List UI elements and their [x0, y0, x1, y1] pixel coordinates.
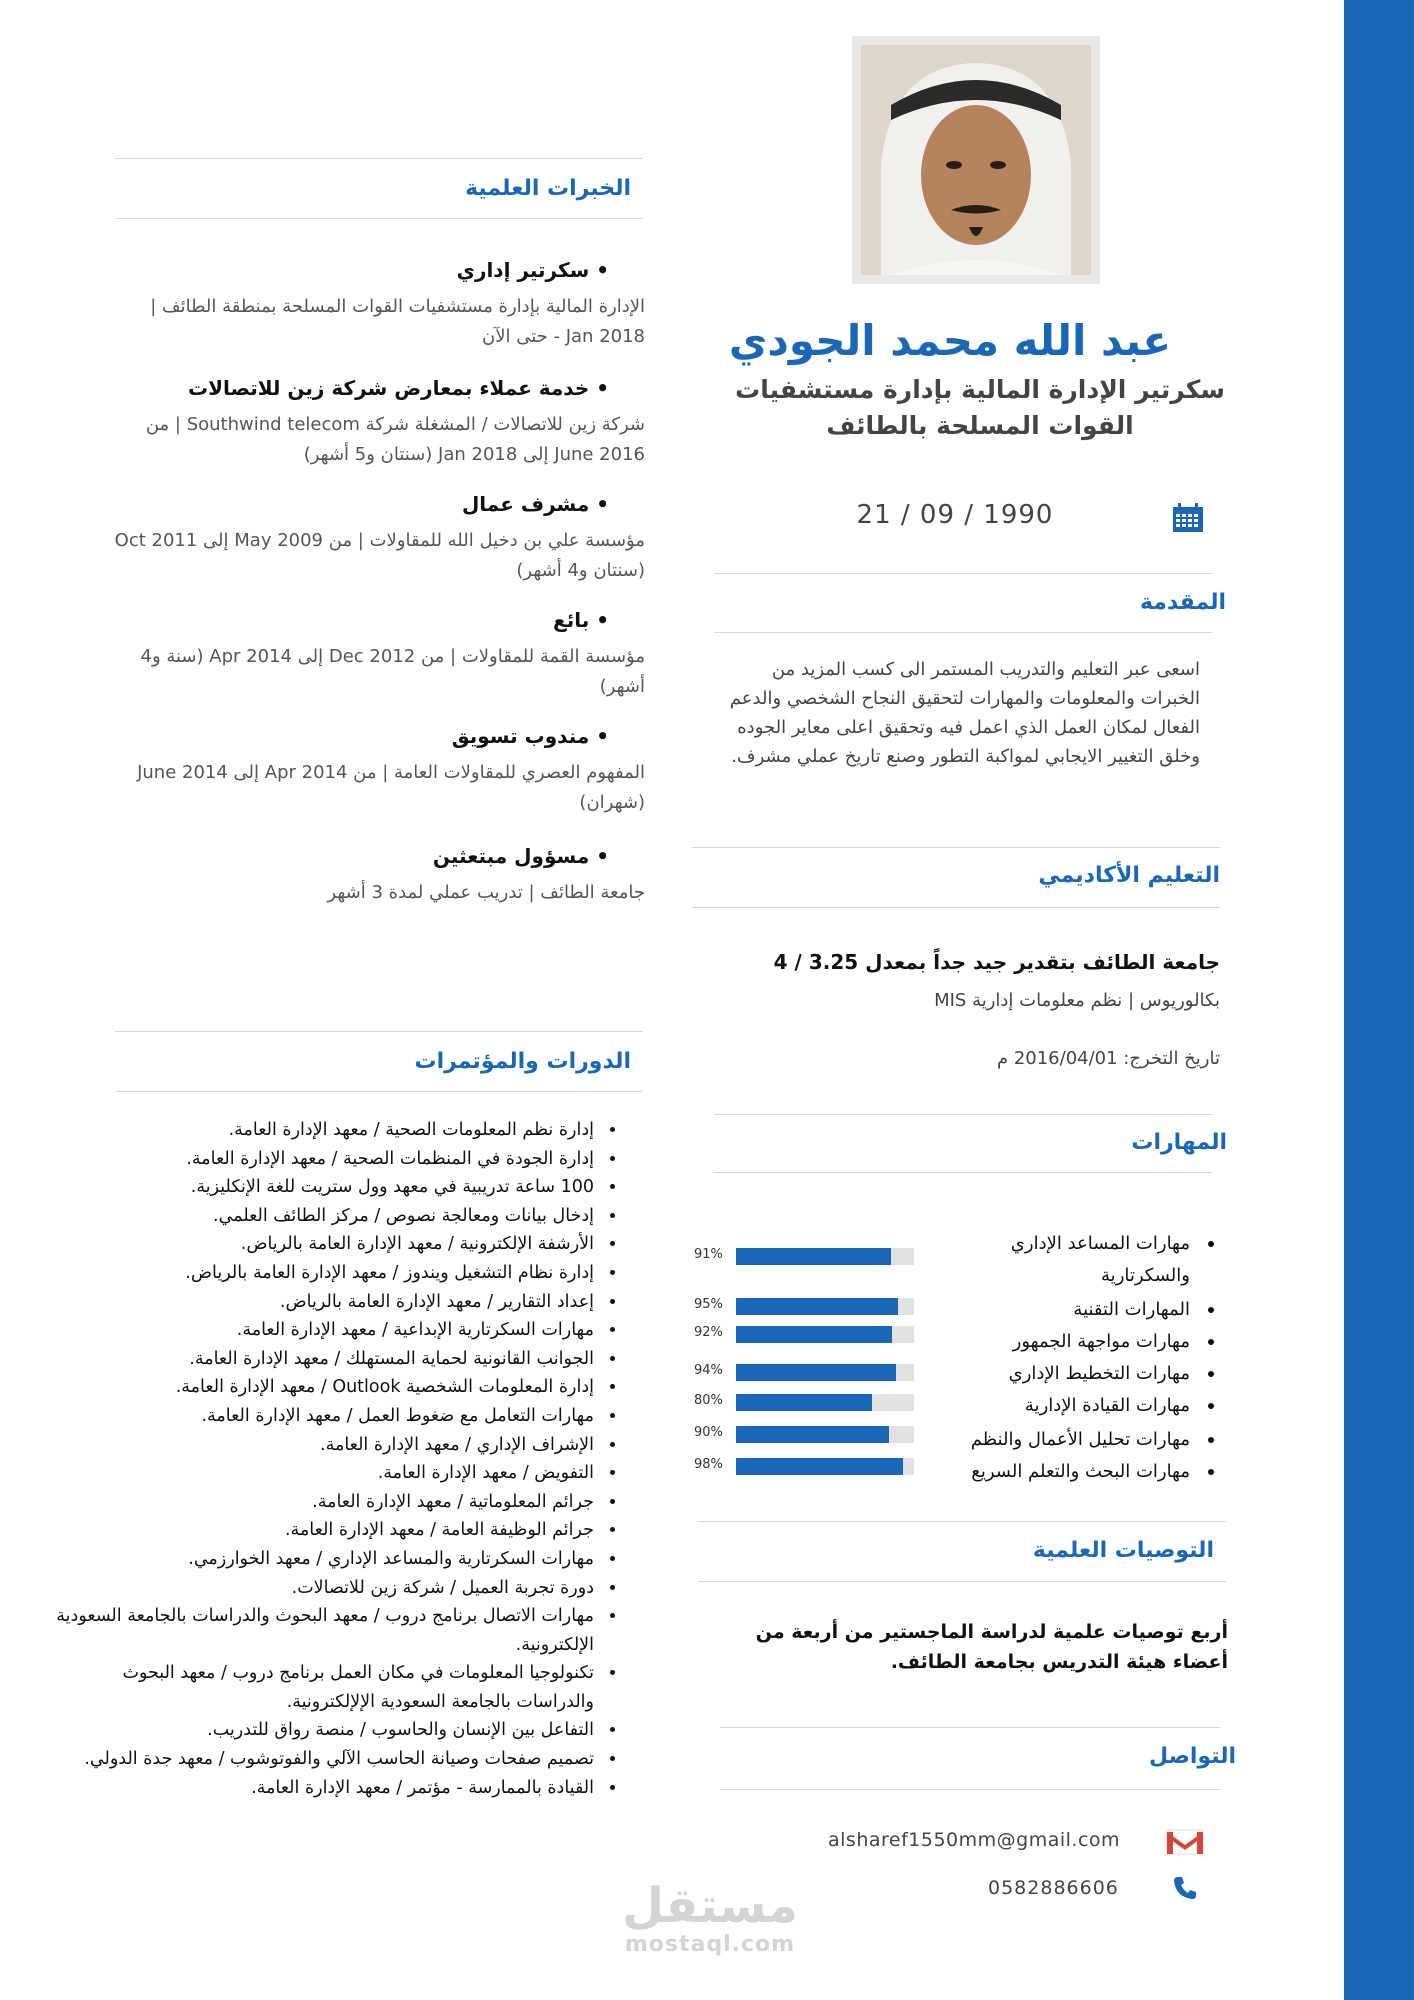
email-link[interactable]: alsharef1550mm@gmail.com: [828, 1829, 1121, 1851]
course-item: • التفويض / معهد الإدارة العامة.: [40, 1459, 598, 1488]
skill-label-text: المهارات التقنية: [1073, 1299, 1190, 1320]
bullet-dot: [1208, 1371, 1214, 1377]
job-entry: [110, 258, 645, 352]
divider: [698, 1581, 1226, 1582]
divider: [115, 158, 643, 159]
recommendations-text: أربع توصيات علمية لدراسة الماجستير من أربعة من أعضاء هيئة التدريس بجامعة الطائف.: [755, 1621, 1228, 1673]
bullet-dot: [1208, 1469, 1214, 1475]
course-item: • الإشراف الإداري / معهد الإدارة العامة.: [40, 1431, 598, 1460]
divider: [720, 1727, 1220, 1728]
divider: [714, 1114, 1212, 1115]
skill-label: [880, 1228, 1190, 1292]
skill-percent-label: 98%: [694, 1457, 723, 1472]
phone-icon: [1172, 1875, 1198, 1905]
person-name: عبد الله محمد الجودي: [728, 316, 1172, 365]
phone-link[interactable]: 0582886606: [988, 1877, 1119, 1899]
course-item: • التفاعل بين الإنسان والحاسوب / منصة رواق للتدريب.: [40, 1716, 598, 1745]
skill-label-text: مهارات القيادة الإدارية: [1024, 1395, 1190, 1416]
job-title: • سكرتير إداري: [456, 258, 609, 282]
skill-label: [880, 1358, 1190, 1390]
job-entry: [110, 376, 645, 470]
job-detail: شركة زين للاتصالات / المشغلة شركة Southwind telecom | من June 2016 إلى Jan 2018 (سنتان و5 أشهر): [145, 414, 645, 465]
bullet-dot: [1208, 1307, 1214, 1313]
course-item: • إعداد التقارير / معهد الإدارة العامة بالرياض.: [40, 1288, 598, 1317]
divider: [714, 1172, 1212, 1173]
skill-bar-track: [736, 1458, 914, 1475]
job-title: • بائع: [553, 608, 609, 632]
job-title: • مشرف عمال: [461, 492, 609, 516]
divider: [720, 1789, 1220, 1790]
intro-heading: المقدمة: [1139, 590, 1226, 615]
job-entry: [110, 608, 645, 702]
recommendations-heading: التوصيات العلمية: [1032, 1538, 1214, 1563]
skill-bar-track: [736, 1326, 914, 1343]
course-item: • القيادة بالممارسة - مؤتمر / معهد الإدارة العامة.: [40, 1774, 598, 1803]
course-item: • مهارات الاتصال برنامج دروب / معهد البحوث والدراسات بالجامعة السعودية الإلكترونية.: [40, 1602, 598, 1659]
bullet-dot: [1208, 1339, 1214, 1345]
divider: [698, 1521, 1226, 1522]
skill-percent-label: 92%: [694, 1325, 723, 1340]
courses-heading: الدورات والمؤتمرات: [414, 1049, 631, 1074]
course-item: • تكنولوجيا المعلومات في مكان العمل برنامج دروب / معهد البحوث والدراسات بالجامعة السعودية الإلإلكترونية.: [40, 1659, 598, 1716]
job-detail: المفهوم العصري للمقاولات العامة | من Apr 2014 إلى June 2014 (شهران): [137, 762, 645, 813]
skill-percent-label: 95%: [694, 1297, 723, 1312]
course-item: • إدارة الجودة في المنظمات الصحية / معهد الإدارة العامة.: [40, 1145, 598, 1174]
avatar: [861, 45, 1091, 275]
divider: [714, 573, 1212, 574]
skill-bar-track: [736, 1364, 914, 1381]
bullet-dot: [1208, 1437, 1214, 1443]
course-item: • إدارة نظام التشغيل ويندوز / معهد الإدارة العامة بالرياض.: [40, 1259, 598, 1288]
divider: [115, 1091, 643, 1092]
course-item: • إدخال بيانات ومعالجة نصوص / مركز الطائف العلمي.: [40, 1202, 598, 1231]
course-item: • الجوانب القانونية لحماية المستهلك / معهد الإدارة العامة.: [40, 1345, 598, 1374]
course-item: • مهارات السكرتارية والمساعد الإداري / معهد الخوارزمي.: [40, 1545, 598, 1574]
job-detail: مؤسسة القمة للمقاولات | من Dec 2012 إلى Apr 2014 (سنة و4 أشهر): [140, 646, 645, 697]
job-title: • خدمة عملاء بمعارض شركة زين للاتصالات: [188, 376, 609, 400]
watermark-arabic: مستقل: [622, 1878, 798, 1934]
course-item: • إدارة نظم المعلومات الصحية / معهد الإدارة العامة.: [40, 1116, 598, 1145]
job-title: • مسؤول مبتعثين: [432, 844, 609, 868]
university-line: جامعة الطائف بتقدير جيد جداً بمعدل 3.25 / 4: [773, 950, 1220, 974]
experience-heading: الخبرات العلمية: [465, 176, 631, 201]
watermark-latin: mostaql.com: [624, 1932, 796, 1957]
divider: [692, 847, 1220, 848]
divider: [714, 632, 1212, 633]
skill-label: [880, 1424, 1190, 1456]
course-item: • مهارات السكرتارية الإبداعية / معهد الإدارة العامة.: [40, 1316, 598, 1345]
job-entry: [110, 492, 645, 586]
skill-label-text: مهارات التخطيط الإداري: [1008, 1363, 1190, 1384]
skills-heading: المهارات: [1131, 1130, 1227, 1155]
skill-bar-fill: [736, 1326, 892, 1343]
title-line-2: القوات المسلحة بالطائف: [826, 411, 1134, 440]
profile-photo: [852, 36, 1100, 284]
skill-bar-track: [736, 1426, 914, 1443]
divider: [115, 218, 643, 219]
skill-bar-track: [736, 1248, 914, 1265]
job-detail: جامعة الطائف | تدريب عملي لمدة 3 أشهر: [327, 882, 645, 903]
skill-bar-fill: [736, 1458, 903, 1475]
divider: [115, 1031, 643, 1032]
job-detail: الإدارة المالية بإدارة مستشفيات القوات المسلحة بمنطقة الطائف | Jan 2018 - حتى الآن: [150, 296, 645, 347]
job-title-header: [700, 372, 1260, 444]
course-item: • الأرشفة الإلكترونية / معهد الإدارة العامة بالرياض.: [40, 1230, 598, 1259]
divider: [692, 907, 1220, 908]
skill-bar-fill: [736, 1248, 891, 1265]
skill-label-text: مهارات البحث والتعلم السريع: [971, 1461, 1190, 1482]
bullet-dot: [1208, 1403, 1214, 1409]
skill-bar-fill: [736, 1426, 889, 1443]
skill-label-text: مهارات تحليل الأعمال والنظم: [970, 1429, 1190, 1450]
skill-bar-fill: [736, 1364, 896, 1381]
course-item: • 100 ساعة تدريبية في معهد وول ستريت للغة الإنكليزية.: [40, 1173, 598, 1202]
contact-heading: التواصل: [1148, 1744, 1236, 1769]
course-item: • مهارات التعامل مع ضغوط العمل / معهد الإدارة العامة.: [40, 1402, 598, 1431]
skill-label-text: مهارات المساعد الإداري: [1010, 1233, 1190, 1254]
course-item: • جرائم الوظيفة العامة / معهد الإدارة العامة.: [40, 1516, 598, 1545]
skill-bar-fill: [736, 1394, 872, 1411]
side-accent-bar: [1344, 0, 1414, 2000]
calendar-icon: [1172, 503, 1204, 537]
bullet-dot: [1208, 1241, 1214, 1247]
job-entry: [110, 844, 645, 908]
skill-label: [880, 1456, 1190, 1488]
education-heading: التعليم الأكاديمي: [1038, 863, 1220, 888]
skill-label-text: مهارات مواجهة الجمهور: [1012, 1331, 1190, 1352]
gmail-icon: [1165, 1828, 1205, 1860]
course-item: • دورة تجربة العميل / شركة زين للاتصالات.: [40, 1574, 598, 1603]
course-item: • جرائم المعلوماتية / معهد الإدارة العامة.: [40, 1488, 598, 1517]
skill-label: [880, 1326, 1190, 1358]
skill-bar-track: [736, 1394, 914, 1411]
courses-list: [40, 1116, 620, 1802]
skill-percent-label: 80%: [694, 1393, 723, 1408]
skill-percent-label: 94%: [694, 1363, 723, 1378]
course-item: • تصميم صفحات وصيانة الحاسب الآلي والفوتوشوب / معهد جدة الدولي.: [40, 1745, 598, 1774]
watermark: [600, 1880, 820, 1957]
skill-label: [880, 1390, 1190, 1422]
skill-bar-fill: [736, 1298, 898, 1315]
graduation-line: تاريخ التخرج: 2016/04/01 م: [996, 1048, 1220, 1069]
skill-percent-label: 90%: [694, 1425, 723, 1440]
job-detail: مؤسسة علي بن دخيل الله للمقاولات | من May 2009 إلى Oct 2011 (سنتان و4 أشهر): [114, 530, 645, 581]
experience-list: [110, 258, 645, 908]
skill-label: [880, 1294, 1190, 1326]
skill-bar-track: [736, 1298, 914, 1315]
skill-percent-label: 91%: [694, 1247, 723, 1262]
degree-line: بكالوريوس | نظم معلومات إدارية MIS: [934, 990, 1220, 1011]
course-item: • إدارة المعلومات الشخصية Outlook / معهد الإدارة العامة.: [40, 1373, 598, 1402]
job-title: • مندوب تسويق: [451, 724, 609, 748]
birth-date: 21 / 09 / 1990: [856, 500, 1054, 530]
title-line-1: سكرتير الإدارة المالية بإدارة مستشفيات: [735, 375, 1225, 404]
courses-bullets: [40, 1116, 620, 1802]
job-entry: [110, 724, 645, 818]
person-portrait-icon: [861, 45, 1091, 275]
intro-text: اسعى عبر التعليم والتدريب المستمر الى كسب المزيد من الخبرات والمعلومات والمهارات لتحقيق النجاح الشخصي والدعم الفعال لمكان العمل الذي اعمل فيه وتحقيق اعلى معاير الجوده وخلق التغيير الايجابي لمواكبة التطور وصنع تاريخ عملي مشرف.: [729, 659, 1200, 767]
skill-label-text: والسكرتارية: [1101, 1265, 1190, 1286]
